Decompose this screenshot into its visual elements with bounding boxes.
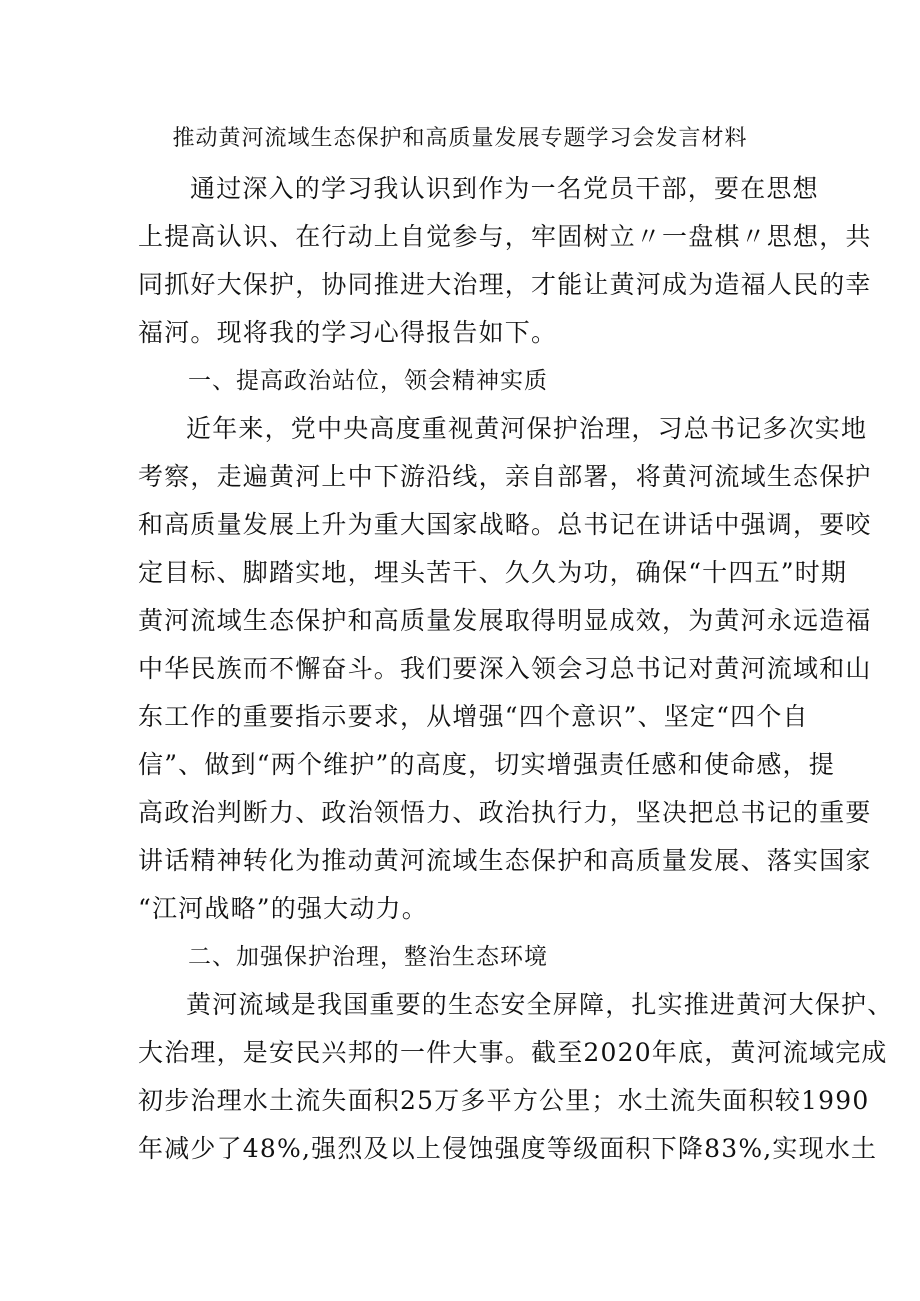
intro-line: 通过深入的学习我认识到作为一名党员干部，要在思想 — [190, 174, 819, 203]
paragraph-line: 高政治判断力、政治领悟力、政治执行力，坚决把总书记的重要 — [138, 798, 872, 827]
intro-line: 上提高认识、在行动上自觉参与，牢固树立〃一盘棋〃思想，共 — [138, 222, 872, 251]
section-heading: 一、提高政治站位，领会精神实质 — [188, 368, 548, 394]
intro-line: 福河。现将我的学习心得报告如下。 — [138, 318, 558, 347]
intro-line: 同抓好大保护，协同推进大治理，才能让黄河成为造福人民的幸 — [138, 270, 872, 299]
paragraph-line: 定目标、脚踏实地，埋头苦干、久久为功，确保“十四五”时期 — [138, 558, 848, 587]
document-title: 推动黄河流域生态保护和高质量发展专题学习会发言材料 — [172, 126, 748, 151]
paragraph-line: 黄河流域是我国重要的生态安全屏障，扎实推进黄河大保护、 — [186, 990, 894, 1019]
paragraph-line: 年减少了48%,强烈及以上侵蚀强度等级面积下降83%,实现水土 — [138, 1134, 878, 1163]
paragraph-line: 初步治理水土流失面积25万多平方公里；水土流失面积较1990 — [138, 1086, 870, 1115]
paragraph-line: 东工作的重要指示要求，从增强“四个意识”、坚定“四个自 — [138, 702, 809, 731]
paragraph-line: 和高质量发展上升为重大国家战略。总书记在讲话中强调，要咬 — [138, 510, 872, 539]
paragraph-line: 黄河流域生态保护和高质量发展取得明显成效，为黄河永远造福 — [138, 606, 872, 635]
paragraph-line: “江河战略”的强大动力。 — [138, 894, 428, 923]
paragraph-line: 信”、做到“两个维护”的高度，切实增强责任感和使命感，提 — [138, 750, 835, 779]
paragraph-line: 讲话精神转化为推动黄河流域生态保护和高质量发展、落实国家 — [138, 846, 872, 875]
paragraph-line: 中华民族而不懈奋斗。我们要深入领会习总书记对黄河流域和山 — [138, 654, 872, 683]
section-heading: 二、加强保护治理，整治生态环境 — [188, 944, 548, 970]
paragraph-line: 近年来，党中央高度重视黄河保护治理，习总书记多次实地 — [186, 414, 868, 443]
paragraph-line: 考察，走遍黄河上中下游沿线，亲自部署，将黄河流域生态保护 — [138, 462, 872, 491]
paragraph-line: 大治理，是安民兴邦的一件大事。截至2020年底，黄河流域完成 — [138, 1038, 888, 1067]
